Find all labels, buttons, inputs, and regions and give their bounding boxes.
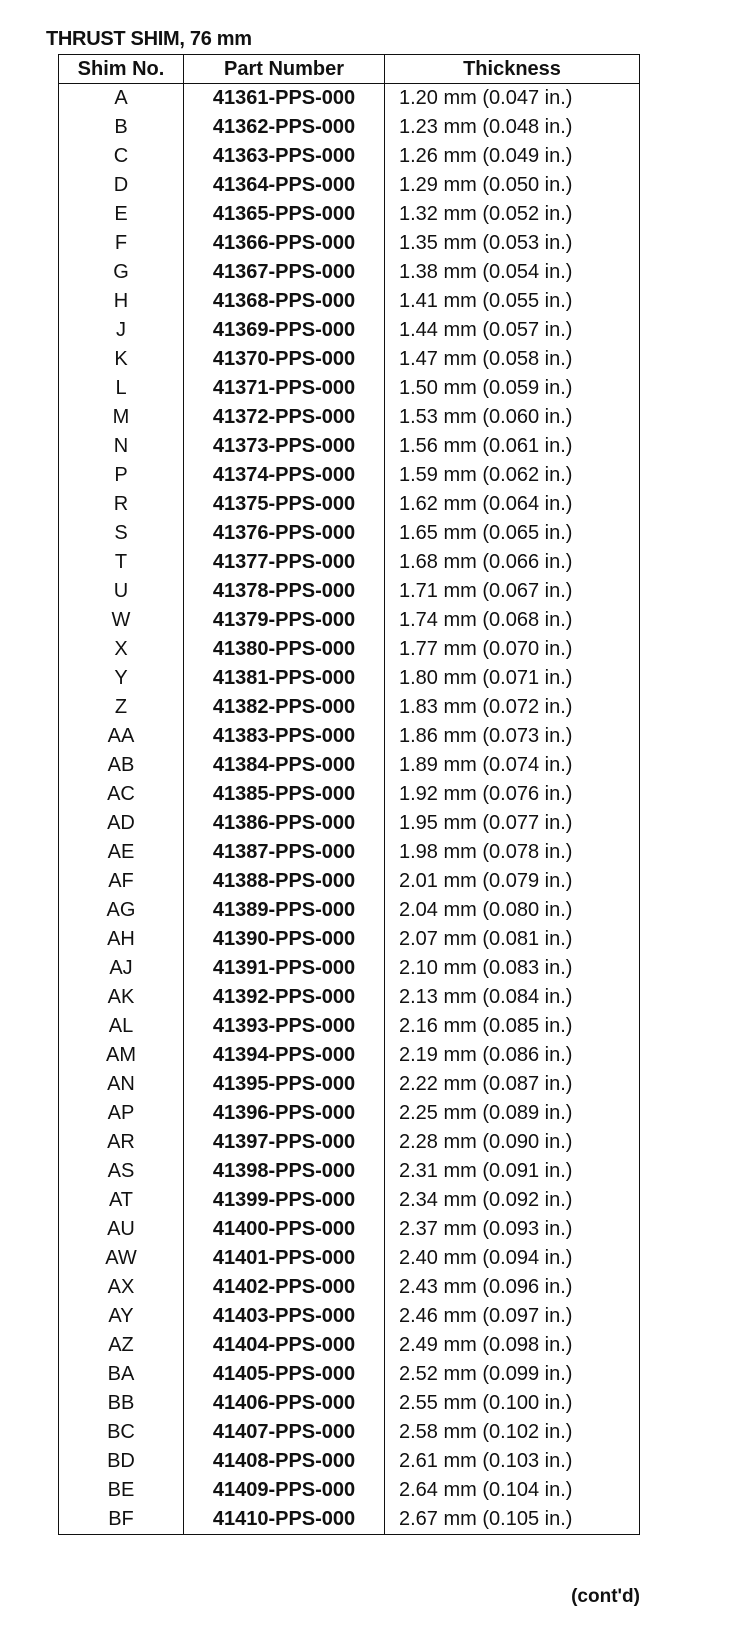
cell-shim-no: K [59,345,184,374]
cell-part-number: 41393-PPS-000 [184,1012,385,1041]
cell-thickness: 2.04 mm (0.080 in.) [385,896,640,925]
cell-thickness: 1.62 mm (0.064 in.) [385,490,640,519]
cell-shim-no: BB [59,1389,184,1418]
cell-thickness: 1.68 mm (0.066 in.) [385,548,640,577]
cell-thickness: 2.43 mm (0.096 in.) [385,1273,640,1302]
column-header-shim-no: Shim No. [59,55,184,84]
table-row [59,983,640,1012]
cell-part-number: 41398-PPS-000 [184,1157,385,1186]
table-row [59,1273,640,1302]
cell-shim-no: S [59,519,184,548]
cell-part-number: 41408-PPS-000 [184,1447,385,1476]
cell-thickness: 1.92 mm (0.076 in.) [385,780,640,809]
cell-thickness: 2.22 mm (0.087 in.) [385,1070,640,1099]
cell-thickness: 1.41 mm (0.055 in.) [385,287,640,316]
table-row [59,519,640,548]
cell-part-number: 41363-PPS-000 [184,142,385,171]
cell-thickness: 1.80 mm (0.071 in.) [385,664,640,693]
table-row [59,287,640,316]
table-row [59,1476,640,1505]
cell-thickness: 1.44 mm (0.057 in.) [385,316,640,345]
cell-shim-no: AG [59,896,184,925]
cell-thickness: 2.55 mm (0.100 in.) [385,1389,640,1418]
cell-shim-no: X [59,635,184,664]
continued-note: (cont'd) [571,1586,640,1607]
table-body [59,84,640,1535]
table-row [59,1360,640,1389]
cell-thickness: 2.46 mm (0.097 in.) [385,1302,640,1331]
cell-part-number: 41380-PPS-000 [184,635,385,664]
cell-part-number: 41365-PPS-000 [184,200,385,229]
cell-part-number: 41392-PPS-000 [184,983,385,1012]
cell-thickness: 1.29 mm (0.050 in.) [385,171,640,200]
cell-shim-no: AN [59,1070,184,1099]
table-row [59,113,640,142]
cell-part-number: 41364-PPS-000 [184,171,385,200]
cell-shim-no: AR [59,1128,184,1157]
cell-shim-no: H [59,287,184,316]
table-row [59,722,640,751]
table-row [59,751,640,780]
cell-shim-no: T [59,548,184,577]
cell-part-number: 41377-PPS-000 [184,548,385,577]
table-row [59,577,640,606]
cell-shim-no: AU [59,1215,184,1244]
cell-thickness: 1.71 mm (0.067 in.) [385,577,640,606]
cell-thickness: 1.65 mm (0.065 in.) [385,519,640,548]
cell-part-number: 41404-PPS-000 [184,1331,385,1360]
table-row [59,171,640,200]
cell-part-number: 41389-PPS-000 [184,896,385,925]
table-row [59,838,640,867]
cell-part-number: 41406-PPS-000 [184,1389,385,1418]
cell-shim-no: AT [59,1186,184,1215]
table-row [59,1244,640,1273]
cell-shim-no: AJ [59,954,184,983]
column-header-part-number: Part Number [184,55,385,84]
cell-shim-no: R [59,490,184,519]
cell-part-number: 41388-PPS-000 [184,867,385,896]
table-row [59,1186,640,1215]
cell-shim-no: BC [59,1418,184,1447]
cell-shim-no: AL [59,1012,184,1041]
cell-shim-no: P [59,461,184,490]
shim-table [58,54,640,1535]
cell-part-number: 41372-PPS-000 [184,403,385,432]
table-row [59,316,640,345]
cell-part-number: 41390-PPS-000 [184,925,385,954]
cell-shim-no: BA [59,1360,184,1389]
cell-part-number: 41391-PPS-000 [184,954,385,983]
cell-part-number: 41401-PPS-000 [184,1244,385,1273]
table-row [59,664,640,693]
cell-part-number: 41399-PPS-000 [184,1186,385,1215]
table-row [59,635,640,664]
cell-part-number: 41366-PPS-000 [184,229,385,258]
cell-shim-no: F [59,229,184,258]
cell-thickness: 1.98 mm (0.078 in.) [385,838,640,867]
table-row [59,461,640,490]
cell-shim-no: U [59,577,184,606]
cell-thickness: 2.25 mm (0.089 in.) [385,1099,640,1128]
table-row [59,1389,640,1418]
table-row [59,809,640,838]
column-header-thickness: Thickness [385,55,640,84]
cell-shim-no: AH [59,925,184,954]
cell-part-number: 41374-PPS-000 [184,461,385,490]
cell-part-number: 41395-PPS-000 [184,1070,385,1099]
cell-shim-no: C [59,142,184,171]
cell-part-number: 41367-PPS-000 [184,258,385,287]
table-row [59,954,640,983]
cell-shim-no: AB [59,751,184,780]
cell-thickness: 2.34 mm (0.092 in.) [385,1186,640,1215]
cell-part-number: 41396-PPS-000 [184,1099,385,1128]
table-row [59,1505,640,1535]
cell-part-number: 41369-PPS-000 [184,316,385,345]
cell-part-number: 41402-PPS-000 [184,1273,385,1302]
table-header-row [59,55,640,84]
table-row [59,229,640,258]
cell-part-number: 41394-PPS-000 [184,1041,385,1070]
cell-part-number: 41385-PPS-000 [184,780,385,809]
cell-part-number: 41386-PPS-000 [184,809,385,838]
cell-shim-no: B [59,113,184,142]
cell-shim-no: BE [59,1476,184,1505]
cell-shim-no: G [59,258,184,287]
cell-thickness: 2.64 mm (0.104 in.) [385,1476,640,1505]
cell-shim-no: AZ [59,1331,184,1360]
table-row [59,258,640,287]
table-row [59,1157,640,1186]
table-row [59,345,640,374]
cell-shim-no: AP [59,1099,184,1128]
table-row [59,374,640,403]
cell-shim-no: Z [59,693,184,722]
cell-shim-no: AD [59,809,184,838]
table-row [59,490,640,519]
cell-shim-no: AX [59,1273,184,1302]
cell-part-number: 41409-PPS-000 [184,1476,385,1505]
cell-shim-no: L [59,374,184,403]
table-row [59,896,640,925]
cell-thickness: 2.07 mm (0.081 in.) [385,925,640,954]
cell-part-number: 41381-PPS-000 [184,664,385,693]
table-row [59,403,640,432]
table-row [59,867,640,896]
table-row [59,84,640,114]
cell-part-number: 41407-PPS-000 [184,1418,385,1447]
cell-thickness: 2.13 mm (0.084 in.) [385,983,640,1012]
table-row [59,1215,640,1244]
table-row [59,606,640,635]
table-row [59,780,640,809]
cell-part-number: 41375-PPS-000 [184,490,385,519]
cell-thickness: 2.37 mm (0.093 in.) [385,1215,640,1244]
cell-shim-no: BF [59,1505,184,1535]
cell-shim-no: D [59,171,184,200]
cell-part-number: 41400-PPS-000 [184,1215,385,1244]
cell-shim-no: W [59,606,184,635]
cell-shim-no: N [59,432,184,461]
cell-part-number: 41362-PPS-000 [184,113,385,142]
cell-part-number: 41382-PPS-000 [184,693,385,722]
cell-part-number: 41370-PPS-000 [184,345,385,374]
cell-shim-no: AE [59,838,184,867]
cell-shim-no: BD [59,1447,184,1476]
table-row [59,1041,640,1070]
cell-thickness: 1.32 mm (0.052 in.) [385,200,640,229]
cell-part-number: 41384-PPS-000 [184,751,385,780]
cell-part-number: 41371-PPS-000 [184,374,385,403]
cell-thickness: 1.20 mm (0.047 in.) [385,84,640,114]
cell-thickness: 1.56 mm (0.061 in.) [385,432,640,461]
cell-shim-no: E [59,200,184,229]
cell-part-number: 41403-PPS-000 [184,1302,385,1331]
cell-thickness: 2.61 mm (0.103 in.) [385,1447,640,1476]
cell-shim-no: AK [59,983,184,1012]
cell-thickness: 2.58 mm (0.102 in.) [385,1418,640,1447]
cell-shim-no: AF [59,867,184,896]
cell-shim-no: Y [59,664,184,693]
table-row [59,200,640,229]
table-row [59,432,640,461]
cell-part-number: 41361-PPS-000 [184,84,385,114]
cell-part-number: 41397-PPS-000 [184,1128,385,1157]
cell-thickness: 2.40 mm (0.094 in.) [385,1244,640,1273]
table-row [59,1099,640,1128]
table-row [59,1012,640,1041]
cell-thickness: 1.89 mm (0.074 in.) [385,751,640,780]
cell-shim-no: M [59,403,184,432]
cell-thickness: 1.47 mm (0.058 in.) [385,345,640,374]
cell-thickness: 1.95 mm (0.077 in.) [385,809,640,838]
table-row [59,925,640,954]
cell-thickness: 1.50 mm (0.059 in.) [385,374,640,403]
cell-thickness: 1.59 mm (0.062 in.) [385,461,640,490]
cell-shim-no: A [59,84,184,114]
cell-thickness: 1.23 mm (0.048 in.) [385,113,640,142]
cell-thickness: 1.74 mm (0.068 in.) [385,606,640,635]
cell-thickness: 2.01 mm (0.079 in.) [385,867,640,896]
cell-shim-no: AS [59,1157,184,1186]
cell-shim-no: AA [59,722,184,751]
cell-shim-no: AW [59,1244,184,1273]
table-row [59,1418,640,1447]
table-row [59,1128,640,1157]
cell-thickness: 2.67 mm (0.105 in.) [385,1505,640,1535]
table-row [59,1070,640,1099]
cell-shim-no: AC [59,780,184,809]
table-row [59,1331,640,1360]
cell-thickness: 1.26 mm (0.049 in.) [385,142,640,171]
cell-thickness: 2.31 mm (0.091 in.) [385,1157,640,1186]
cell-part-number: 41368-PPS-000 [184,287,385,316]
table-row [59,693,640,722]
cell-thickness: 2.28 mm (0.090 in.) [385,1128,640,1157]
cell-thickness: 2.52 mm (0.099 in.) [385,1360,640,1389]
cell-part-number: 41387-PPS-000 [184,838,385,867]
cell-part-number: 41378-PPS-000 [184,577,385,606]
cell-thickness: 2.16 mm (0.085 in.) [385,1012,640,1041]
page-title: THRUST SHIM, 76 mm [46,28,252,50]
table-row [59,548,640,577]
cell-thickness: 2.19 mm (0.086 in.) [385,1041,640,1070]
table-row [59,142,640,171]
cell-shim-no: AY [59,1302,184,1331]
cell-thickness: 1.35 mm (0.053 in.) [385,229,640,258]
cell-thickness: 2.49 mm (0.098 in.) [385,1331,640,1360]
cell-shim-no: AM [59,1041,184,1070]
cell-part-number: 41410-PPS-000 [184,1505,385,1535]
cell-thickness: 1.83 mm (0.072 in.) [385,693,640,722]
cell-thickness: 1.53 mm (0.060 in.) [385,403,640,432]
cell-part-number: 41383-PPS-000 [184,722,385,751]
cell-shim-no: J [59,316,184,345]
table-row [59,1447,640,1476]
cell-part-number: 41376-PPS-000 [184,519,385,548]
cell-thickness: 2.10 mm (0.083 in.) [385,954,640,983]
table-row [59,1302,640,1331]
cell-thickness: 1.38 mm (0.054 in.) [385,258,640,287]
cell-thickness: 1.86 mm (0.073 in.) [385,722,640,751]
cell-thickness: 1.77 mm (0.070 in.) [385,635,640,664]
cell-part-number: 41405-PPS-000 [184,1360,385,1389]
cell-part-number: 41373-PPS-000 [184,432,385,461]
cell-part-number: 41379-PPS-000 [184,606,385,635]
